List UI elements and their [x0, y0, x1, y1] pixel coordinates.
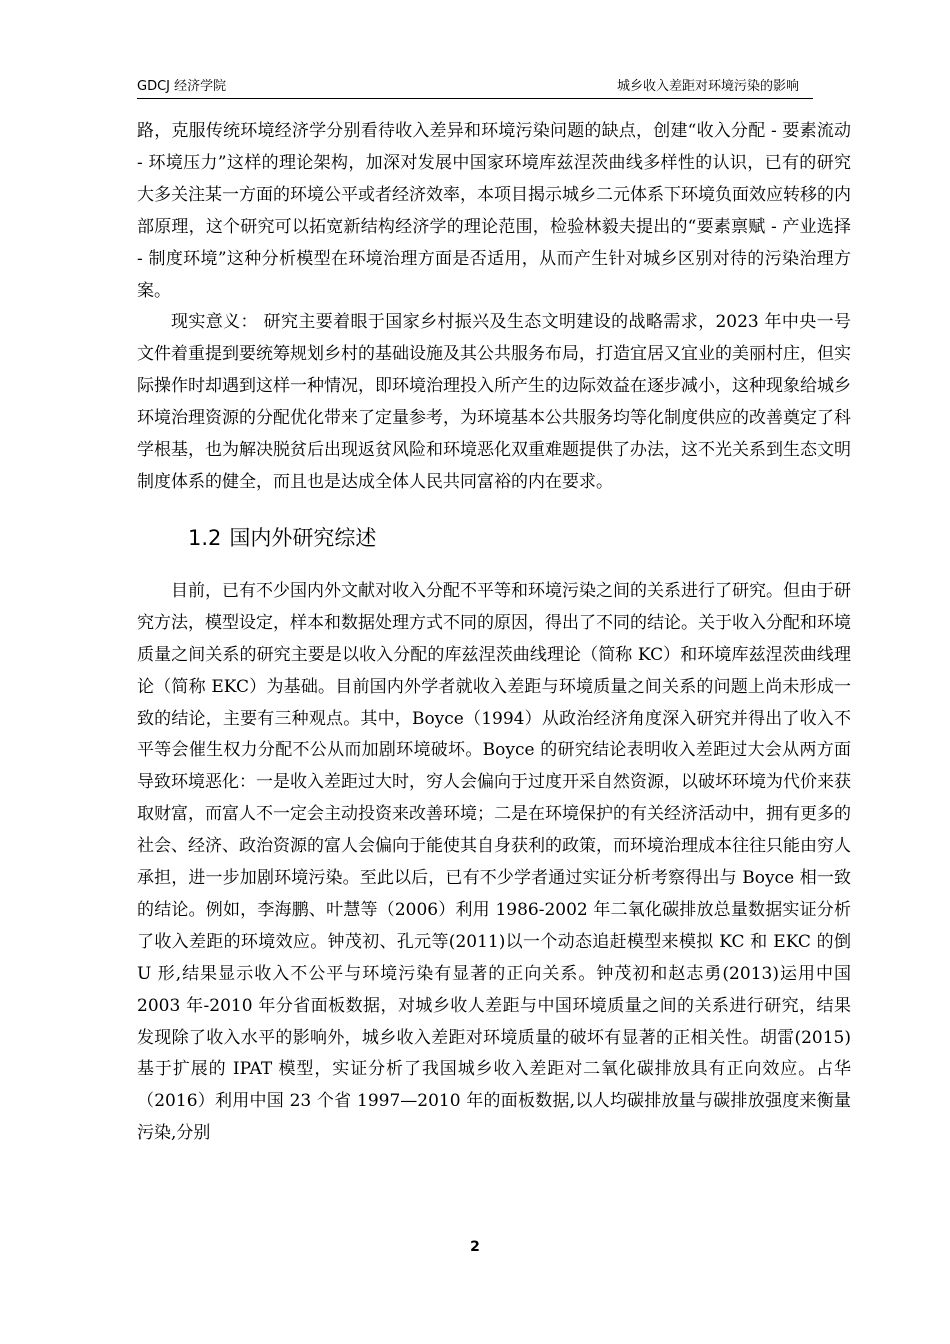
header-right-text: 城乡收入差距对环境污染的影响: [616, 79, 799, 94]
section-number: 1.2: [188, 525, 222, 550]
header-left-text: GDCJ 经济学院: [137, 79, 227, 94]
paragraph-literature-review: 目前，已有不少国内外文献对收入分配不平等和环境污染之间的关系进行了研究。但由于研究方法，模型设定，样本和数据处理方式不同的原因，得出了不同的结论。关于收入分配和环境质量之间关系的研究主要是以收入分配的库兹涅茨曲线理论（简称 KC）和环境库兹涅茨曲线理论（简称 EKC）为基础。目前国内外学者就收入差距与环境质量之间关系的问题上尚未形成一致的结论，主要有三种观点。其中，Boyce（1994）从政治经济角度深入研究并得出了收入不平等会催生权力分配不公从而加剧环境破坏。Boyce 的研究结论表明收入差距过大会从两方面导致环境恶化：一是收入差距过大时，穷人会偏向于过度开采自然资源，以破坏环境为代价来获取财富，而富人不一定会主动投资来改善环境；二是在环境保护的有关经济活动中，拥有更多的社会、经济、政治资源的富人会偏向于能使其自身获利的政策，而环境治理成本往往只能由穷人承担，进一步加剧环境污染。至此以后，已有不少学者通过实证分析考察得出与 Boyce 相一致的结论。例如，李海鹏、叶慧等（2006）利用 1986-2002 年二氧化碳排放总量数据实证分析了收入差距的环境效应。钟茂初、孔元等(2011)以一个动态追赶模型来模拟 KC 和 EKC 的倒 U 形,结果显示收入不公平与环境污染有显著的正向关系。钟茂初和赵志勇(2013)运用中国 2003 年-2010 年分省面板数据，对城乡收人差距与中国环境质量之间的关系进行研究，结果发现除了收入水平的影响外，城乡收入差距对环境质量的破坏有显著的正相关性。胡雷(2015)基于扩展的 IPAT 模型，实证分析了我国城乡收入差距对二氧化碳排放具有正向效应。占华（2016）利用中国 23 个省 1997—2010 年的面板数据,以人均碳排放量与碳排放强度来衡量污染,分别: [137, 580, 851, 1144]
paragraph-continued: 路，克服传统环境经济学分别看待收入差异和环境污染问题的缺点，创建“收入分配 - 要素流动 - 环境压力”这样的理论架构，加深对发展中国家环境库兹涅茨曲线多样性的认识，已有的研究大多关注某一方面的环境公平或者经济效率，本项目揭示城乡二元体系下环境负面效应转移的内部原理，这个研究可以拓宽新结构经济学的理论范围，检验林毅夫提出的“要素禀赋 - 产业选择 - 制度环境”这种分析模型在环境治理方面是否适用，从而产生针对城乡区别对待的污染治理方案。: [137, 121, 851, 301]
page-header: [137, 76, 813, 99]
page-body: [137, 116, 851, 1150]
section-title: 国内外研究综述: [229, 525, 377, 550]
page-number: 2: [470, 1239, 480, 1255]
paragraph-practical-significance: 现实意义： 研究主要着眼于国家乡村振兴及生态文明建设的战略需求，2023 年中央一号文件着重提到要统筹规划乡村的基础设施及其公共服务布局，打造宜居又宜业的美丽村庄，但实际操作时却遇到这样一种情况，即环境治理投入所产生的边际效益在逐步减小，这种现象给城乡环境治理资源的分配优化带来了定量参考，为环境基本公共服务均等化制度供应的改善奠定了科学根基，也为解决脱贫后出现返贫风险和环境恶化双重难题提供了办法，这不光关系到生态文明制度体系的健全，而且也是达成全体人民共同富裕的内在要求。: [137, 312, 851, 492]
section-heading: [188, 522, 851, 554]
